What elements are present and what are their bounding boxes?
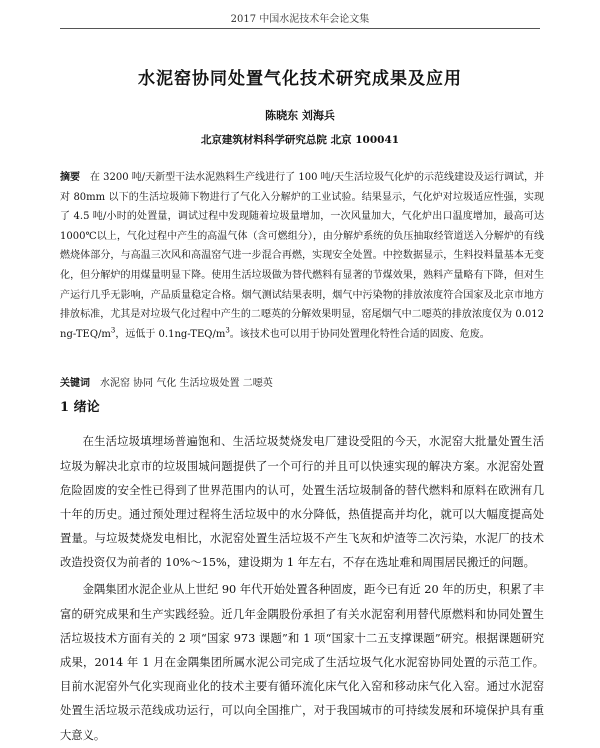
abstract-exponent-2: 3 (225, 326, 230, 335)
abstract (60, 168, 544, 344)
header-rule (60, 28, 540, 29)
paper-title: 水泥窑协同处置气化技术研究成果及应用 (138, 69, 462, 89)
running-head: 2017 中国水泥技术年会论文集 (230, 14, 370, 25)
abstract-label: 摘要 (60, 172, 80, 183)
keywords (60, 374, 544, 389)
paper-affiliation: 北京建筑材料科学研究总院 北京 100041 (200, 134, 400, 146)
body-paragraph-1: 在生活垃圾填埋场普遍饱和、生活垃圾焚烧发电厂建设受阻的今天，水泥窑大批量处置生活垃圾为解决北京市的垃圾围城问题提供了一个可行的并且可以快速实现的解决方案。水泥窑处置危险固废的安全性已得到了世界范围内的认可，处置生活垃圾制备的替代燃料和原料在欧洲有几十年的历史。通过预处理过程将生活垃圾中的水分降低，热值提高并均化，就可以大幅度提高处置量。与垃圾焚烧发电相比，水泥窑处置生活垃圾不产生飞灰和炉渣等二次污染，水泥厂的技术改造投资仅为前者的 10%～15%，建设期为 1 年左右，不存在选址难和周围居民搬迁的问题。 (60, 435, 544, 570)
abstract-text: 在 3200 吨/天新型干法水泥熟料生产线进行了 100 吨/天生活垃圾气化炉的示范线建设及运行调试，并对 80mm 以下的生活垃圾筛下物进行了气化入分解炉的工业试验。结果显示，气化炉对垃圾适应性强，实现了 4.5 吨/小时的处置量，调试过程中发现随着垃圾量增加，一次风量加大，气化炉出口温度增加，最高可达 1000℃以上，气化过程中产生的高温气体（含可燃组分），由分解炉系统的负压抽取经管道送入分解炉的有线燃烧体部分，与高温三次风和高温窑气进一步混合再燃，实现安全处置。中控数据显示，生料投料量基本无变化，但分解炉的用煤量明显下降。使用生活垃圾做为替代燃料有显著的节煤效果，熟料产量略有下降，但对生产运行几乎无影响，产品质量稳定合格。烟气测试结果表明，烟气中污染物的排放浓度符合国家及北京市地方排放标准，尤其是对垃圾气化过程中产生的二噁英的分解效果明显，窑尾烟气中二噁英的排放浓度仅为 0.012 ng-TEQ/m (60, 172, 544, 340)
keywords-label: 关键词 (60, 378, 90, 389)
paper-authors: 陈晓东 刘海兵 (265, 109, 335, 122)
body-paragraph-2: 金隅集团水泥企业从上世纪 90 年代开始处置各种固废，距今已有近 20 年的历史，积累了丰富的研究成果和生产实践经验。近几年金隅股份承担了有关水泥窑利用替代原燃料和协同处置生活垃圾技术方面有关的 2 项“国家 973 课题”和 1 项“国家十二五支撑课题”研究。根据课题研究成果，2014 年 1 月在金隅集团所属水泥公司完成了生活垃圾气化水泥窑协同处置的示范工作。目前水泥窑外气化实现商业化的技术主要有循环流化床气化入窑和移动床气化入窑。通过水泥窑处置生活垃圾示范线成功运行，可以向全国推广，对于我国城市的可持续发展和环境保护具有重大意义。 (60, 583, 544, 742)
abstract-text-middle: ，远低于 0.1ng-TEQ/m (115, 328, 226, 340)
section-title-introduction: 1 绪论 (60, 400, 100, 415)
abstract-text-end: 。该技术也可以用于协同处置理化特性合适的固废、危废。 (229, 328, 490, 340)
keywords-text: 水泥窑 协同 气化 生活垃圾处置 二噁英 (100, 378, 273, 389)
abstract-exponent-1: 3 (110, 326, 116, 335)
